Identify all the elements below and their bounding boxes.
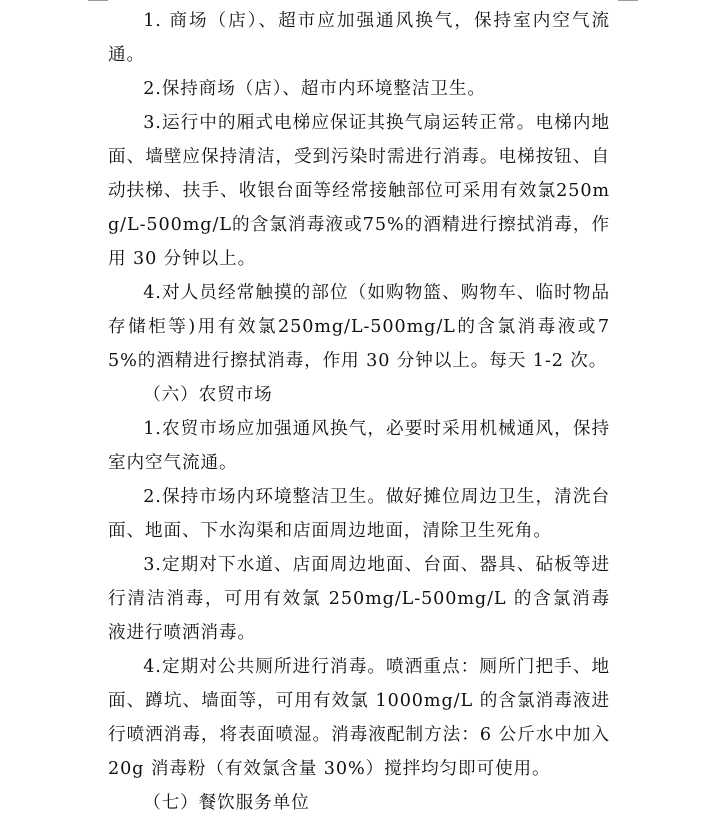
paragraph-mall-hygiene: 2.保持商场（店）、超市内环境整洁卫生。 xyxy=(143,79,486,99)
page-corner-mark-right xyxy=(618,0,638,1)
paragraph-market-disinfection: 3.定期对下水道、店面周边地面、台面、器具、砧板等进行清洁消毒，可用有效氯 250mg/L-500mg/L 的含氯消毒液进行喷洒消毒。 xyxy=(108,555,610,643)
paragraph-toilet-disinfection: 4.定期对公共厕所进行消毒。喷洒重点：厕所门把手、地面、蹲坑、墙面等，可用有效氯 1000mg/L 的含氯消毒液进行喷洒消毒，将表面喷湿。消毒液配制方法：6 公斤水中加入 20g 消毒粉（有效氯含量 30%）搅拌均匀即可使用。 xyxy=(108,657,610,779)
section-heading-catering: （七）餐饮服务单位 xyxy=(143,793,310,813)
paragraph-market-ventilation: 1.农贸市场应加强通风换气，必要时采用机械通风，保持室内空气流通。 xyxy=(108,419,610,473)
section-heading-farmers-market: （六）农贸市场 xyxy=(143,385,273,405)
paragraph-market-hygiene: 2.保持市场内环境整洁卫生。做好摊位周边卫生，清洗台面、地面、下水沟渠和店面周边地面，清除卫生死角。 xyxy=(108,487,610,541)
page-corner-mark-left xyxy=(88,0,108,1)
document-body xyxy=(108,4,610,820)
paragraph-touch-surfaces: 4.对人员经常触摸的部位（如购物篮、购物车、临时物品存储柜等)用有效氯250mg/L-500mg/L的含氯消毒液或75%的酒精进行擦拭消毒，作用 30 分钟以上。每天 1-2 次。 xyxy=(108,283,610,371)
paragraph-elevator-disinfection: 3.运行中的厢式电梯应保证其换气扇运转正常。电梯内地面、墙壁应保持清洁，受到污染时需进行消毒。电梯按钮、自动扶梯、扶手、收银台面等经常接触部位可采用有效氯250mg/L-500mg/L的含氯消毒液或75%的酒精进行擦拭消毒，作用 30 分钟以上。 xyxy=(108,113,610,269)
paragraph-mall-ventilation: 1. 商场（店）、超市应加强通风换气，保持室内空气流通。 xyxy=(108,11,610,65)
